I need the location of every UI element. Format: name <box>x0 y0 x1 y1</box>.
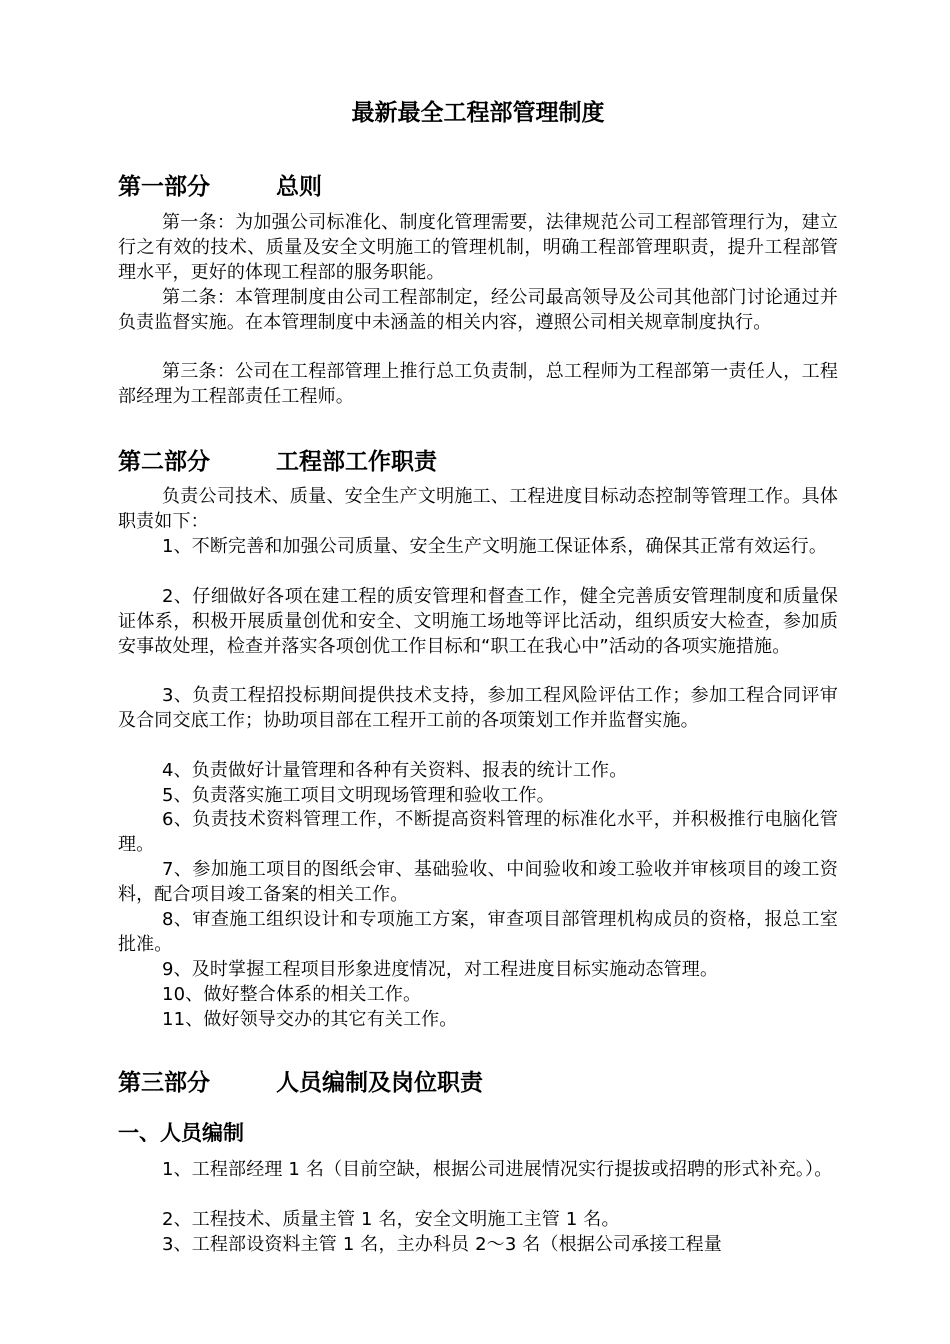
part-2-heading <box>118 445 838 479</box>
part-3-paragraph-1: 1、工程部经理 1 名（目前空缺，根据公司进展情况实行提拔或招聘的形式补充。）。 <box>162 1159 833 1180</box>
part-1-paragraph-3: 第三条：公司在工程部管理上推行总工负责制，总工程师为工程部第一责任人，工程部经理为工程部责任工程师。 <box>118 361 838 407</box>
part-3-title: 人员编制及岗位职责 <box>276 1070 483 1096</box>
part-1-number: 第一部分 <box>118 174 210 200</box>
part-2-paragraph-10: 9、及时掌握工程项目形象进度情况，对工程进度目标实施动态管理。 <box>162 959 719 980</box>
part-2-paragraph-4: 3、负责工程招投标期间提供技术支持，参加工程风险评估工作；参加工程合同评审及合同交底工作；协助项目部在工程开工前的各项策划工作并监督实施。 <box>118 685 838 731</box>
part-3-paragraph-2: 2、工程技术、质量主管 1 名，安全文明施工主管 1 名。 <box>162 1209 620 1230</box>
document-title: 最新最全工程部管理制度 <box>351 100 605 126</box>
part-2-paragraph-8: 7、参加施工项目的图纸会审、基础验收、中间验收和竣工验收并审核项目的竣工资料，配合项目竣工备案的相关工作。 <box>118 859 838 905</box>
part-2-number: 第二部分 <box>118 449 210 475</box>
part-2-paragraph-12: 11、做好领导交办的其它有关工作。 <box>162 1009 458 1030</box>
part-1-title: 总则 <box>276 174 322 200</box>
part-3-paragraph-3: 3、工程部设资料主管 1 名，主办科员 2～3 名（根据公司承接工程量 <box>162 1234 722 1255</box>
part-2-paragraph-7: 6、负责技术资料管理工作，不断提高资料管理的标准化水平，并积极推行电脑化管理。 <box>118 809 838 855</box>
part-2-paragraph-11: 10、做好整合体系的相关工作。 <box>162 984 422 1005</box>
part-2-paragraph-1: 负责公司技术、质量、安全生产文明施工、工程进度目标动态控制等管理工作。具体职责如下： <box>118 486 838 532</box>
part-2-paragraph-6: 5、负责落实施工项目文明现场管理和验收工作。 <box>162 785 555 806</box>
part-2-paragraph-3: 2、仔细做好各项在建工程的质安管理和督查工作，健全完善质安管理制度和质量保证体系，积极开展质量创优和安全、文明施工场地等评比活动，组织质安大检查，参加质安事故处理，检查并落实各项创优工作目标和“职工在我心中”活动的各项实施措施。 <box>118 586 838 657</box>
part-2-paragraph-9: 8、审查施工组织设计和专项施工方案，审查项目部管理机构成员的资格，报总工室批准。 <box>118 909 838 955</box>
part-1-paragraph-1: 第一条：为加强公司标准化、制度化管理需要，法律规范公司工程部管理行为，建立行之有效的技术、质量及安全文明施工的管理机制，明确工程部管理职责，提升工程部管理水平，更好的体现工程部的服务职能。 <box>118 212 838 283</box>
part-1-heading <box>118 170 838 204</box>
section-heading-staffing: 一、人员编制 <box>118 1121 244 1145</box>
part-1-paragraph-2: 第二条：本管理制度由公司工程部制定，经公司最高领导及公司其他部门讨论通过并负责监督实施。在本管理制度中未涵盖的相关内容，遵照公司相关规章制度执行。 <box>118 287 838 333</box>
part-3-number: 第三部分 <box>118 1070 210 1096</box>
part-3-heading <box>118 1066 838 1100</box>
part-2-paragraph-2: 1、不断完善和加强公司质量、安全生产文明施工保证体系，确保其正常有效运行。 <box>162 536 827 557</box>
part-2-paragraph-5: 4、负责做好计量管理和各种有关资料、报表的统计工作。 <box>162 760 628 781</box>
part-2-title: 工程部工作职责 <box>276 449 437 475</box>
